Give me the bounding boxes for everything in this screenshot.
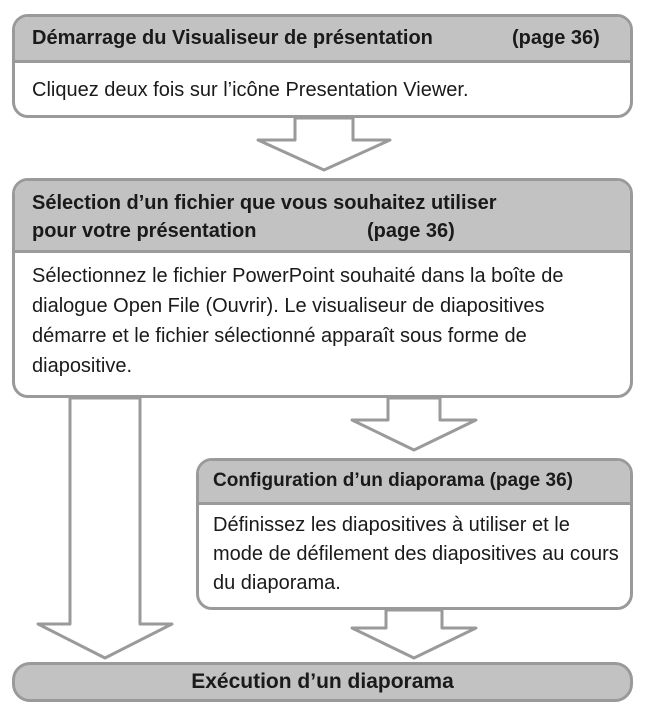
- step-select-file: [12, 178, 633, 398]
- step-start-viewer: [12, 14, 633, 118]
- arrow-step2-to-step3: [352, 398, 476, 450]
- step-run-slideshow: [12, 662, 633, 702]
- step-select-file-title-line2: pour votre présentation: [32, 220, 257, 242]
- step-select-file-page-ref: (page 36): [367, 220, 455, 242]
- step-select-file-header: [15, 181, 630, 253]
- step-select-file-title-line1: Sélection d’un fichier que vous souhaitez utiliser: [32, 192, 497, 214]
- step-run-slideshow-title: Exécution d’un diaporama: [191, 670, 454, 693]
- step-start-viewer-header: [15, 17, 630, 63]
- step-configure-slideshow: [196, 458, 633, 610]
- step-configure-slideshow-description: Définissez les diapositives à utiliser et le mode de défilement des diapositives au cours du diaporama.: [213, 514, 619, 594]
- step-start-viewer-description: Cliquez deux fois sur l’icône Presentation Viewer.: [32, 79, 469, 101]
- step-configure-slideshow-title: Configuration d’un diaporama: [213, 470, 485, 491]
- arrow-step3-to-step4: [352, 610, 476, 658]
- step-start-viewer-page-ref: (page 36): [512, 27, 600, 49]
- step-configure-slideshow-header: [199, 461, 630, 505]
- arrow-step1-to-step2: [258, 118, 390, 170]
- step-start-viewer-title: Démarrage du Visualiseur de présentation: [32, 27, 433, 49]
- step-configure-slideshow-page-ref: (page 36): [489, 470, 573, 491]
- step-select-file-description: Sélectionnez le fichier PowerPoint souhaité dans la boîte de dialogue Open File (Ouvrir). Le visualiseur de diapositives démarre et le fichier sélectionné apparaît sous forme de diapositive.: [32, 265, 564, 377]
- arrow-step2-to-step4: [38, 398, 172, 658]
